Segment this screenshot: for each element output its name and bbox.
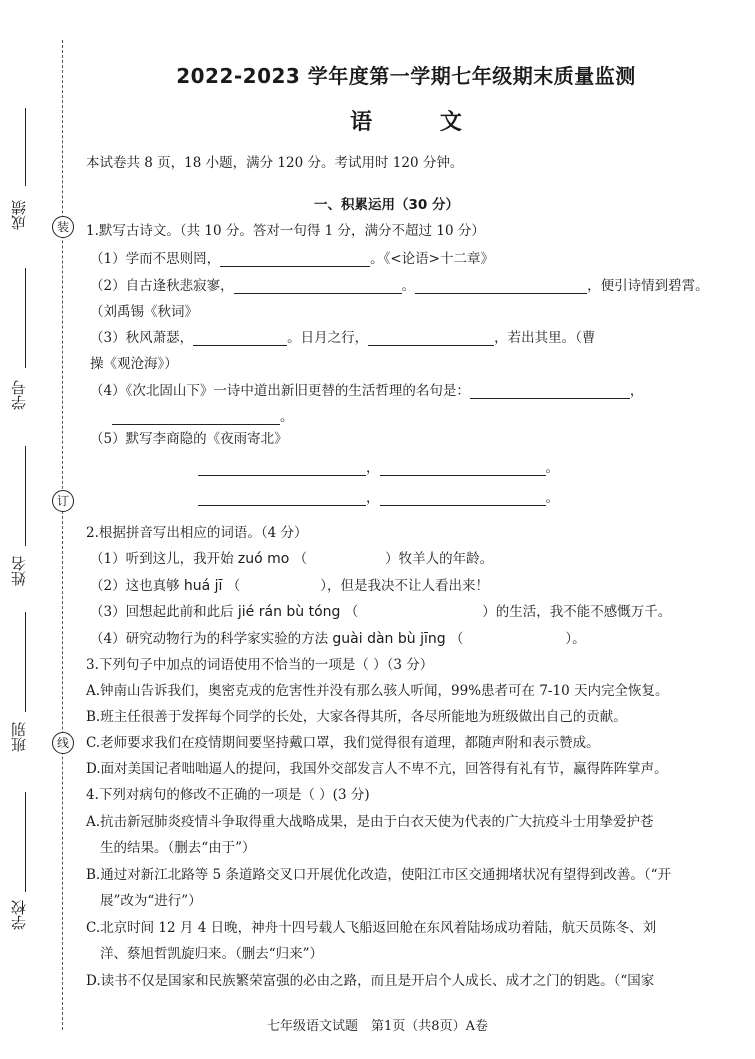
paren-right: ） (565, 631, 573, 647)
q2-3-pinyin: jié rán bù tóng (237, 604, 341, 620)
student-id-write-line (25, 268, 26, 368)
binding-dashed-line (62, 40, 63, 1030)
q2-4-text-b: 。 (572, 631, 586, 647)
q2-item-4 (90, 627, 586, 647)
q3-option-d[interactable]: D.面对美国记者咄咄逼人的提问，我国外交部发言人不卑不亢，回答得有礼有节，赢得阵阵掌声。 (86, 761, 668, 777)
class-write-line (25, 612, 26, 712)
q4-option-b[interactable]: B.通过对新江北路等 5 条道路交叉口开展优化改造，使阳江市区交通拥堵状况有望得到改善。（“开 (86, 867, 672, 883)
q1-item-5: （5）默写李商隐的《夜雨寄北》 (90, 431, 288, 447)
paren-left: （ (293, 551, 308, 567)
paren-left: （ (226, 578, 241, 594)
period: 。 (545, 490, 559, 506)
answer-blank[interactable] (220, 252, 370, 267)
q1-item-2 (90, 274, 709, 294)
q2-1-text-b: 牧羊人的年龄。 (398, 551, 494, 567)
q1-2-text-c: ，便引诗情到碧霄。 (587, 278, 709, 294)
exam-intro: 本试卷共 8 页，18 小题，满分 120 分。考试用时 120 分钟。 (86, 155, 464, 171)
q1-2-text-b: 。 (401, 278, 416, 294)
name-write-line (25, 446, 26, 546)
q1-2-text-a: （2）自古逢秋悲寂寥， (90, 278, 234, 294)
label-name: 姓名 (10, 556, 28, 586)
q2-3-text-a: （3）回想起此前和此后 (90, 604, 234, 620)
q1-stem: 1.默写古诗文。（共 10 分。答对一句得 1 分，满分不超过 10 分） (86, 223, 485, 239)
q4-option-a-cont: 生的结果。（删去“由于”） (100, 840, 256, 856)
q1-2-source: （刘禹锡《秋词》 (90, 304, 198, 320)
q1-3-text-c: ，若出其里。（曹 (494, 330, 596, 346)
q1-item-1 (90, 247, 494, 267)
q3-option-b[interactable]: B.班主任很善于发挥每个同学的长处，大家各得其所，各尽所能地为班级做出自己的贡献。 (86, 709, 627, 725)
label-score: 成绩 (10, 200, 28, 230)
q1-1-text-a: （1）学而不思则罔， (90, 251, 221, 267)
answer-blank[interactable] (198, 461, 366, 476)
page-footer: 七年级语文试题 第1页（共8页）A卷 (267, 1019, 488, 1034)
q2-2-text-a: （2）这也真够 (90, 578, 180, 594)
label-class: 班别 (10, 722, 28, 752)
answer-blank[interactable] (193, 331, 287, 346)
answer-blank[interactable] (198, 491, 366, 506)
answer-blank[interactable] (470, 384, 630, 399)
q1-3-text-b: 。日月之行， (287, 330, 369, 346)
section-title: 一、积累运用（30 分） (314, 197, 459, 213)
q4-stem: 4.下列对病句的修改不正确的一项是（ ）(3 分) (86, 787, 370, 803)
q4-option-c[interactable]: C.北京时间 12 月 4 日晚，神舟十四号载人飞船返回舱在东风着陆场成功着陆，航天员陈冬、刘 (86, 920, 657, 936)
answer-blank[interactable] (415, 279, 587, 294)
paren-left: （ (449, 631, 464, 647)
q1-5-row-1 (198, 456, 559, 476)
q2-4-pinyin: guài dàn bù jīng (332, 631, 446, 647)
q1-item-4 (90, 379, 643, 399)
label-student-id: 学号 (10, 380, 28, 410)
binding-margin (0, 0, 70, 1059)
q2-item-2 (90, 574, 489, 594)
q1-item-3 (90, 326, 595, 346)
q3-option-c[interactable]: C.老师要求我们在疫情期间要坚持戴口罩，我们觉得很有道理，都随声附和表示赞成。 (86, 735, 600, 751)
binding-mark-ding: 订 (52, 490, 74, 512)
q2-3-text-b: 的生活，我不能不感慨万千。 (495, 604, 672, 620)
exam-header (86, 60, 726, 136)
paren-left: （ (344, 604, 359, 620)
q2-stem: 2.根据拼音写出相应的词语。（4 分） (86, 525, 308, 541)
binding-mark-zhuang: 装 (52, 216, 74, 238)
label-school: 学校 (10, 900, 28, 930)
period: 。 (545, 460, 559, 476)
exam-subject: 语 文 (350, 110, 492, 135)
answer-blank[interactable] (380, 461, 546, 476)
q1-4-text-c: 。 (280, 409, 294, 425)
answer-blank[interactable] (234, 279, 402, 294)
exam-title: 2022-2023 学年度第一学期七年级期末质量监测 (176, 64, 636, 88)
q4-option-d[interactable]: D.读书不仅是国家和民族繁荣富强的必由之路，而且是开启个人成长、成才之门的钥匙。（“国家 (86, 973, 655, 989)
score-write-line (25, 108, 26, 186)
paren-right: ） (482, 604, 496, 620)
q1-3-text-a: （3）秋风萧瑟， (90, 330, 194, 346)
comma: ， (366, 460, 380, 476)
answer-blank[interactable] (380, 491, 546, 506)
q1-3-source: 操《观沧海》） (90, 356, 178, 372)
paren-right: ） (385, 551, 399, 567)
q1-5-row-2 (198, 486, 559, 506)
q3-option-a[interactable]: A.钟南山告诉我们，奥密克戎的危害性并没有那么骇人听闻，99%患者可在 7-10 天内完全恢复。 (86, 683, 669, 699)
answer-blank[interactable] (112, 410, 280, 425)
q1-4-text-a: （4）《次北固山下》一诗中道出新旧更替的生活哲理的名句是： (90, 383, 470, 399)
comma: ， (366, 490, 380, 506)
q1-item-4-cont (112, 405, 294, 425)
q4-option-b-cont: 展”改为“进行”） (100, 893, 202, 909)
q2-item-3 (90, 600, 671, 620)
answer-blank[interactable] (368, 331, 494, 346)
school-write-line (25, 792, 26, 892)
q3-stem: 3.下列句子中加点的词语使用不恰当的一项是（ ）（3 分） (86, 657, 434, 673)
q2-item-1 (90, 547, 493, 567)
q2-2-text-b: ，但是我决不让人看出来！ (327, 578, 489, 594)
q2-1-text-a: （1）听到这儿，我开始 (90, 551, 234, 567)
q1-1-text-b: 。《<论语>十二章》 (370, 251, 494, 267)
q2-1-pinyin: zuó mo (237, 551, 290, 567)
paren-right: ） (320, 578, 327, 594)
q4-option-a[interactable]: A.抗击新冠肺炎疫情斗争取得重大战略成果，是由于白衣天使为代表的广大抗疫斗士用挚爱护苍 (86, 814, 654, 830)
q4-option-c-cont: 洋、蔡旭哲凯旋归来。（删去“归来”） (100, 946, 324, 962)
q1-4-text-b: ， (629, 383, 644, 399)
q2-4-text-a: （4）研究动物行为的科学家实验的方法 (90, 631, 329, 647)
binding-mark-xian: 线 (52, 732, 74, 754)
q2-2-pinyin: huá jī (183, 578, 223, 594)
